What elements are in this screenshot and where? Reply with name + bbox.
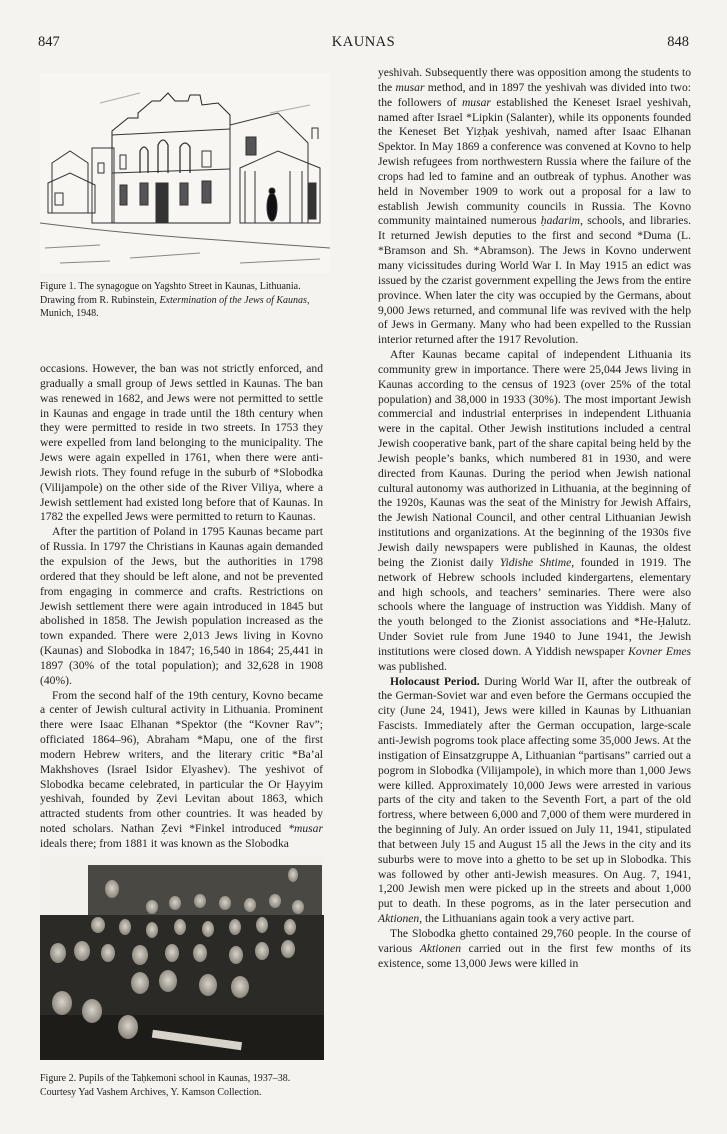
paragraph: From the second half of the 19th century, Kovno became a center of Jewish cultural activity in Lithuania. Prominent there were Isaac Elhanan *Spektor (the “Kovner Rav”; officiated 1864–96), Abraham *Mapu, one of the first modern Hebrew writers, and the literary critic *Ba’al Makhshoves (Israel Isidor Elyashev). The yeshivot of Slobodka became celebrated, in particular the Or Ḥayyim yeshivah, founded by Ẓevi Levitan about 1863, which attracted students from other countries. It was headed by noted scholars. Nathan Ẓevi *Finkel introduced *musar ideals there; from 1881 it was known as the Slobodka bbox=[40, 688, 323, 850]
figure-1-synagogue-drawing bbox=[40, 73, 330, 273]
paragraph: occasions. However, the ban was not strictly enforced, and gradually a small group of Jews settled in Kaunas. The ban was renewed in 1682, and Jews were not permitted to settle in Kaunas and engage in trade until the 18th century when they were permitted to reside in two streets. In 1753 they were expelled from land belonging to the municipality. The Jews were again expelled in 1761, when there were anti-Jewish riots. They found refuge in the suburb of *Slobodka (Vilijampole) on the other side of the River Viliya, where a Jewish settlement had existed long before that of Kaunas. In 1782 the expelled Jews were permitted to return to Kaunas. bbox=[40, 362, 323, 524]
figure-1-caption: Figure 1. The synagogue on Yagshto Street in Kaunas, Lithuania. Drawing from R. Rubinstein, Extermination of the Jews of Kaunas, Munich, 1948. bbox=[40, 281, 310, 319]
paragraph: The Slobodka ghetto contained 29,760 people. In the course of various Aktionen carried out in the first few months of its existence, some 13,000 Jews were killed in bbox=[378, 926, 691, 970]
right-column-text bbox=[378, 66, 691, 971]
section-heading: Holocaust Period. bbox=[390, 674, 480, 688]
running-header bbox=[0, 34, 727, 56]
paragraph: After Kaunas became capital of independent Lithuania its community grew in importance. There were 25,044 Jews living in Kaunas according to the census of 1923 (over 25% of the total population) and 38,000 in 1933 (30%). The most important Jewish commercial and industrial enterprises in independent Lithuania were in the capital. Other Jewish institutions included a central Jewish cooperative bank, part of the share capital being held by the Jewish people’s banks, which numbered 81 in 1930, and were directed from Kaunas. During the period when Jewish national cultural autonomy was authorized in Lithuania, at the beginning of the 1920s, Kaunas was the seat of the Ministry for Jewish Affairs, the Jewish National Council, and other central Lithuanian Jewish institutions and organizations. At the beginning of the 1930s five Jewish daily newspapers were published in Kaunas, the oldest being the Zionist daily Yidishe Shtime, founded in 1919. The network of Hebrew schools included kindergartens, elementary and high schools, and teachers’ seminaries. There were also schools where the language of instruction was Yiddish. Many of the youth belonged to the Zionist associations and *He-Ḥalutz. Under Soviet rule from June 1940 to June 1941, the Jewish institutions were closed down. A Yiddish newspaper Kovner Emes was published. bbox=[378, 348, 691, 673]
paragraph: After the partition of Poland in 1795 Kaunas became part of Russia. In 1797 the Christians in Kaunas again demanded the expulsion of the Jews, but the authorities in 1798 ordered that they should be left alone, and not be prevented from engaging in commerce and crafts. Restrictions on Jewish settlement there were again introduced in 1845 but abolished in 1858. The Jewish population increased as the town expanded. There were 2,013 Jews living in Kovno (Kaunas) and Slobodka in 1847; 16,540 in 1864; 25,441 in 1897 (30% of the total population); and 32,628 in 1908 (40%). bbox=[40, 525, 323, 687]
left-column-text bbox=[40, 362, 323, 852]
paragraph: yeshivah. Subsequently there was opposition among the students to the musar method, and in 1897 the yeshivah was divided into two: the followers of musar established the Keneset Israel yeshivah, named after Israel *Lipkin (Salanter), while its opponents founded the Keneset Bet Yiẓḥak yeshivah, named after Isaac Elhanan Spektor. In May 1869 a conference was convened at Kovno to help Jewish refugees from northwestern Russia where the failure of the crops had led to famine and an outbreak of typhus. Another was held in November 1909 to work out a proposal for a law to establish Jewish community councils in Russia. The Kovno community maintained numerous ḥadarim, schools, and libraries. It returned Jewish deputies to the first and second *Duma (L. *Bramson and Sh. *Abramson). The Jews in Kovno underwent many vicissitudes during World War I. In May 1915 an edict was issued by the czarist government expelling the Jews from the entire province. When later the city was occupied by the Germans, about 9,000 Jews returned, and communal life was revived with the help of Jews in Germany. Many who had been expelled to the Russian interior returned after the 1917 Revolution. bbox=[378, 66, 692, 347]
classroom-photo-icon bbox=[40, 855, 324, 1060]
figure-2-caption: Figure 2. Pupils of the Taḥkemoni school in Kaunas, 1937–38. Courtesy Yad Vashem Archives, Y. Kamson Collection. bbox=[40, 1073, 291, 1098]
synagogue-drawing-icon bbox=[40, 73, 330, 273]
paragraph: Holocaust Period. During World War II, after the outbreak of the German-Soviet war and even before the Germans occupied the city (June 24, 1941), Jews were killed in Kaunas by Lithuanian Fascists. Immediately after the German occupation, large-scale anti-Jewish pogroms took place affecting some 35,000 Jews. At the instigation of Einsatzgruppe A, Lithuanian “partisans” carried out a pogrom in Slobodka (Vilijampole), in which more than 1,000 Jews were killed. Approximately 10,000 Jews were arrested in various parts of the city and taken to the Seventh Fort, a part of the old fortress, where between 6,000 and 7,000 of them were murdered in the beginning of July. An order issued on July 11, 1941, stipulated that between July 15 and August 15 all the Jews in the city and its suburbs were to move into a ghetto to be set up in Slobodka. This was followed by other anti-Jewish measures. On Aug. 7, 1941, 1,200 Jewish men were picked up in the streets and about 1,000 put to death. In these pogroms, as in the later persecution and Aktionen, the Lithuanians again took a very active part. bbox=[378, 674, 691, 926]
figure-2-classroom-photo bbox=[40, 855, 324, 1060]
running-title: KAUNAS bbox=[331, 34, 396, 50]
page-number-left: 847 bbox=[38, 34, 60, 50]
page-number-right: 848 bbox=[667, 34, 689, 50]
